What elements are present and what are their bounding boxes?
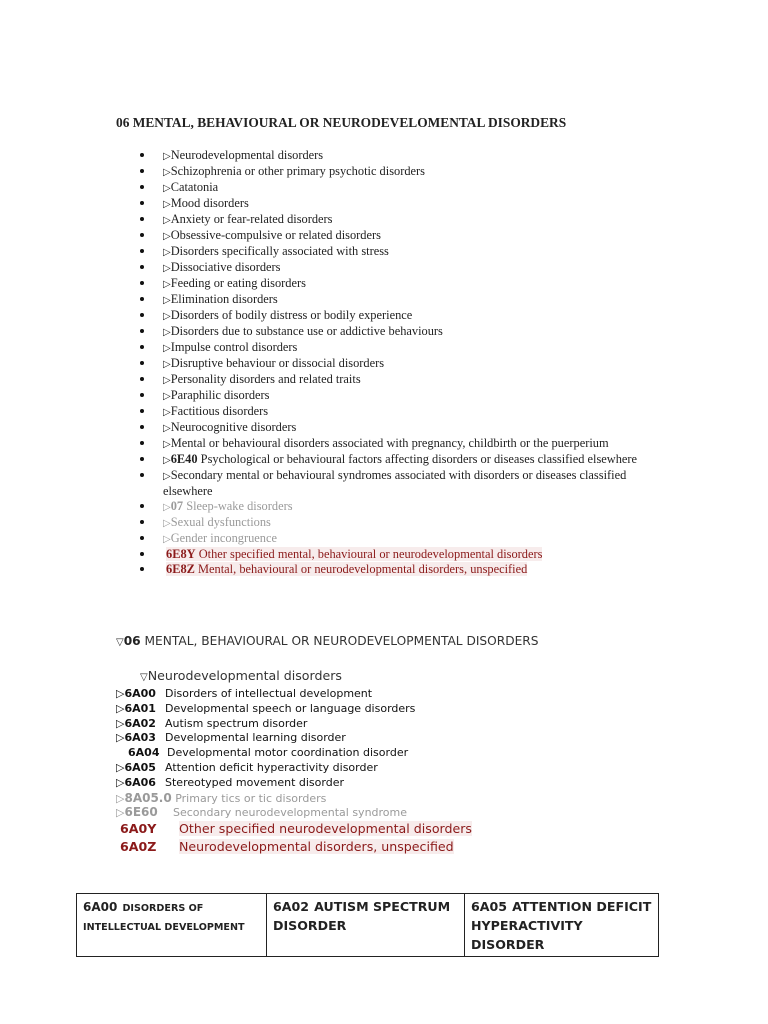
code-value: 6A06	[124, 775, 156, 789]
expand-triangle-icon[interactable]: ▷	[163, 263, 171, 274]
expand-triangle-icon[interactable]: ▷	[163, 534, 171, 545]
list-item	[140, 388, 660, 404]
table-cell	[465, 894, 659, 957]
bullet-icon	[140, 185, 144, 189]
bullet-icon	[140, 473, 144, 477]
category-table	[76, 893, 659, 957]
code-label: Autism spectrum disorder	[165, 716, 308, 730]
expand-triangle-icon[interactable]: ▷	[163, 199, 171, 210]
expand-triangle-icon[interactable]: ▷	[163, 247, 171, 258]
code-value: 6A02	[124, 716, 156, 730]
list-item	[140, 404, 660, 420]
cell-code: 6A02	[273, 899, 310, 914]
item-label: Factitious disorders	[170, 404, 269, 418]
expand-triangle-icon[interactable]: ▷	[163, 423, 171, 434]
item-label: Other specified mental, behavioural or neurodevelopmental disorders	[198, 547, 543, 561]
table-cell	[267, 894, 465, 957]
code-label: Other specified neurodevelopmental disorders	[179, 821, 472, 837]
code-label: Developmental speech or language disorders	[165, 701, 416, 715]
expand-triangle-icon[interactable]: ▷	[163, 167, 171, 178]
expand-triangle-icon[interactable]: ▷	[163, 183, 171, 194]
collapse-triangle-icon[interactable]: ▽	[116, 637, 124, 648]
expand-triangle-icon[interactable]: ▷	[163, 439, 171, 450]
code-value: 6A03	[124, 731, 156, 745]
list-item	[140, 372, 660, 388]
item-label: Secondary mental or behavioural syndromes associated with disorders or diseases classified elsewhere	[163, 468, 627, 498]
code-row	[116, 761, 472, 776]
expand-triangle-icon[interactable]: ▷	[116, 716, 125, 730]
code-row	[116, 820, 472, 838]
code-row	[116, 687, 472, 702]
bullet-icon	[140, 169, 144, 173]
code-value: 6A0Z	[120, 838, 157, 854]
list-item	[140, 499, 660, 515]
item-code: 6E40	[170, 452, 198, 466]
code-row	[116, 776, 472, 791]
expand-triangle-icon[interactable]: ▷	[163, 295, 171, 306]
bullet-icon	[140, 313, 144, 317]
bullet-icon	[140, 265, 144, 269]
list-item	[140, 244, 660, 260]
expand-triangle-icon[interactable]: ▷	[163, 518, 171, 529]
bullet-icon	[140, 457, 144, 461]
expand-triangle-icon[interactable]: ▷	[163, 311, 171, 322]
bullet-icon	[140, 297, 144, 301]
expand-triangle-icon[interactable]: ▷	[116, 806, 125, 820]
item-label: Neurocognitive disorders	[170, 420, 297, 434]
expand-triangle-icon[interactable]: ▷	[163, 231, 171, 242]
expand-triangle-icon[interactable]: ▷	[163, 343, 171, 354]
table-row	[77, 894, 659, 957]
list-item	[140, 276, 660, 292]
item-code: 6E8Y	[166, 547, 196, 561]
item-label: Disorders due to substance use or addictive behaviours	[170, 324, 443, 338]
subheading	[140, 668, 342, 683]
expand-triangle-icon[interactable]: ▷	[163, 375, 171, 386]
collapse-triangle-icon[interactable]: ▽	[140, 672, 148, 683]
list-item	[140, 547, 660, 562]
code-label: Developmental learning disorder	[165, 731, 346, 745]
bullet-icon	[140, 520, 144, 524]
table-cell	[77, 894, 267, 957]
code-value: 6A0Y	[120, 821, 157, 837]
category-list	[140, 148, 660, 577]
code-label: Primary tics or tic disorders	[175, 791, 327, 805]
bullet-icon	[140, 425, 144, 429]
bullet-icon	[140, 409, 144, 413]
code-row	[116, 731, 472, 746]
cell-label: AUTISM SPECTRUM DISORDER	[273, 899, 451, 933]
bullet-icon	[140, 441, 144, 445]
list-item	[140, 324, 660, 340]
item-label: Gender incongruence	[170, 531, 278, 545]
bullet-icon	[140, 201, 144, 205]
expand-triangle-icon[interactable]: ▷	[116, 775, 125, 789]
item-label: Obsessive-compulsive or related disorders	[170, 228, 381, 242]
code-value: 6A05	[124, 760, 156, 774]
bullet-icon	[140, 329, 144, 333]
item-label: Dissociative disorders	[170, 260, 281, 274]
code-row	[116, 805, 472, 820]
expand-triangle-icon[interactable]: ▷	[163, 359, 171, 370]
code-label: Stereotyped movement disorder	[165, 775, 344, 789]
item-label: Feeding or eating disorders	[170, 276, 306, 290]
expand-triangle-icon[interactable]: ▷	[163, 455, 171, 466]
expand-triangle-icon[interactable]: ▷	[163, 215, 171, 226]
code-label: Neurodevelopmental disorders, unspecified	[179, 838, 454, 854]
code-row	[116, 717, 472, 732]
section2-code: 06	[123, 634, 141, 648]
code-value: 8A05.0	[124, 790, 172, 805]
code-value: 6A00	[124, 687, 156, 700]
item-label: Catatonia	[170, 180, 219, 194]
code-value: 6A04	[128, 746, 160, 760]
code-value: 6A01	[124, 701, 156, 715]
list-item	[140, 420, 660, 436]
bullet-icon	[140, 153, 144, 157]
bullet-icon	[140, 552, 144, 556]
item-code: 6E8Z	[166, 562, 195, 576]
list-item	[140, 340, 660, 356]
list-item	[140, 356, 660, 372]
expand-triangle-icon[interactable]: ▷	[163, 391, 171, 402]
bullet-icon	[140, 504, 144, 508]
code-list	[116, 687, 472, 855]
list-item	[140, 308, 660, 324]
item-code: 07	[170, 499, 184, 513]
cell-label: DISORDERS OF INTELLECTUAL DEVELOPMENT	[83, 903, 245, 933]
expand-triangle-icon[interactable]: ▷	[163, 279, 171, 290]
list-item	[140, 515, 660, 531]
item-label: Psychological or behavioural factors affecting disorders or diseases classified elsewhere	[200, 452, 638, 466]
item-label: Impulse control disorders	[170, 340, 298, 354]
expand-triangle-icon[interactable]: ▷	[163, 151, 171, 162]
expand-triangle-icon[interactable]: ▷	[163, 407, 171, 418]
section2-title-text: MENTAL, BEHAVIOURAL OR NEURODEVELOPMENTAL DISORDERS	[144, 634, 539, 648]
code-label: Attention deficit hyperactivity disorder	[165, 760, 378, 774]
item-label: Personality disorders and related traits	[170, 372, 361, 386]
expand-triangle-icon[interactable]: ▷	[116, 687, 125, 700]
item-label: Mood disorders	[170, 196, 249, 210]
list-item	[140, 292, 660, 308]
item-label: Paraphilic disorders	[170, 388, 270, 402]
code-row	[116, 702, 472, 717]
bullet-icon	[140, 217, 144, 221]
code-value: 6E60	[124, 805, 158, 820]
expand-triangle-icon[interactable]: ▷	[116, 701, 125, 715]
bullet-icon	[140, 393, 144, 397]
list-item	[140, 468, 660, 499]
item-label: Mental, behavioural or neurodevelopmental disorders, unspecified	[198, 562, 528, 576]
code-row	[116, 746, 472, 761]
item-label: Disorders of bodily distress or bodily experience	[170, 308, 413, 322]
item-label: Anxiety or fear-related disorders	[170, 212, 333, 226]
cell-label: ATTENTION DEFICIT HYPERACTIVITY DISORDER	[471, 899, 652, 952]
section2-title	[116, 634, 539, 648]
expand-triangle-icon[interactable]: ▷	[116, 760, 125, 774]
cell-code: 6A05	[471, 899, 508, 914]
subheading-text: Neurodevelopmental disorders	[147, 668, 342, 683]
item-label: Neurodevelopmental disorders	[170, 148, 324, 162]
list-item	[140, 228, 660, 244]
bullet-icon	[140, 281, 144, 285]
code-label: Disorders of intellectual development	[165, 687, 373, 700]
list-item	[140, 531, 660, 547]
item-label: Sleep-wake disorders	[186, 499, 293, 513]
item-label: Elimination disorders	[170, 292, 278, 306]
item-label: Disruptive behaviour or dissocial disorders	[170, 356, 385, 370]
code-row	[116, 791, 472, 806]
list-item	[140, 196, 660, 212]
bullet-icon	[140, 377, 144, 381]
code-label: Developmental motor coordination disorder	[167, 746, 409, 760]
expand-triangle-icon[interactable]: ▷	[116, 731, 125, 745]
list-item	[140, 180, 660, 196]
list-item	[140, 436, 660, 452]
expand-triangle-icon[interactable]: ▷	[163, 471, 171, 482]
list-item	[140, 148, 660, 164]
item-label: Disorders specifically associated with stress	[170, 244, 389, 258]
expand-triangle-icon[interactable]: ▷	[116, 791, 125, 805]
bullet-icon	[140, 249, 144, 253]
item-label: Schizophrenia or other primary psychotic disorders	[170, 164, 425, 178]
section1-title: 06 MENTAL, BEHAVIOURAL OR NEURODEVELOMENTAL DISORDERS	[116, 115, 567, 130]
bullet-icon	[140, 361, 144, 365]
cell-code: 6A00	[83, 900, 118, 914]
code-row	[116, 838, 472, 856]
list-item	[140, 212, 660, 228]
expand-triangle-icon[interactable]: ▷	[163, 327, 171, 338]
bullet-icon	[140, 233, 144, 237]
bullet-icon	[140, 567, 144, 571]
bullet-icon	[140, 345, 144, 349]
list-item	[140, 164, 660, 180]
code-label: Secondary neurodevelopmental syndrome	[173, 806, 408, 820]
list-item	[140, 260, 660, 276]
list-item	[140, 452, 660, 468]
expand-triangle-icon[interactable]: ▷	[163, 502, 171, 513]
item-label: Mental or behavioural disorders associated with pregnancy, childbirth or the puerperium	[170, 436, 609, 450]
list-item	[140, 562, 660, 577]
item-label: Sexual dysfunctions	[170, 515, 271, 529]
bullet-icon	[140, 536, 144, 540]
